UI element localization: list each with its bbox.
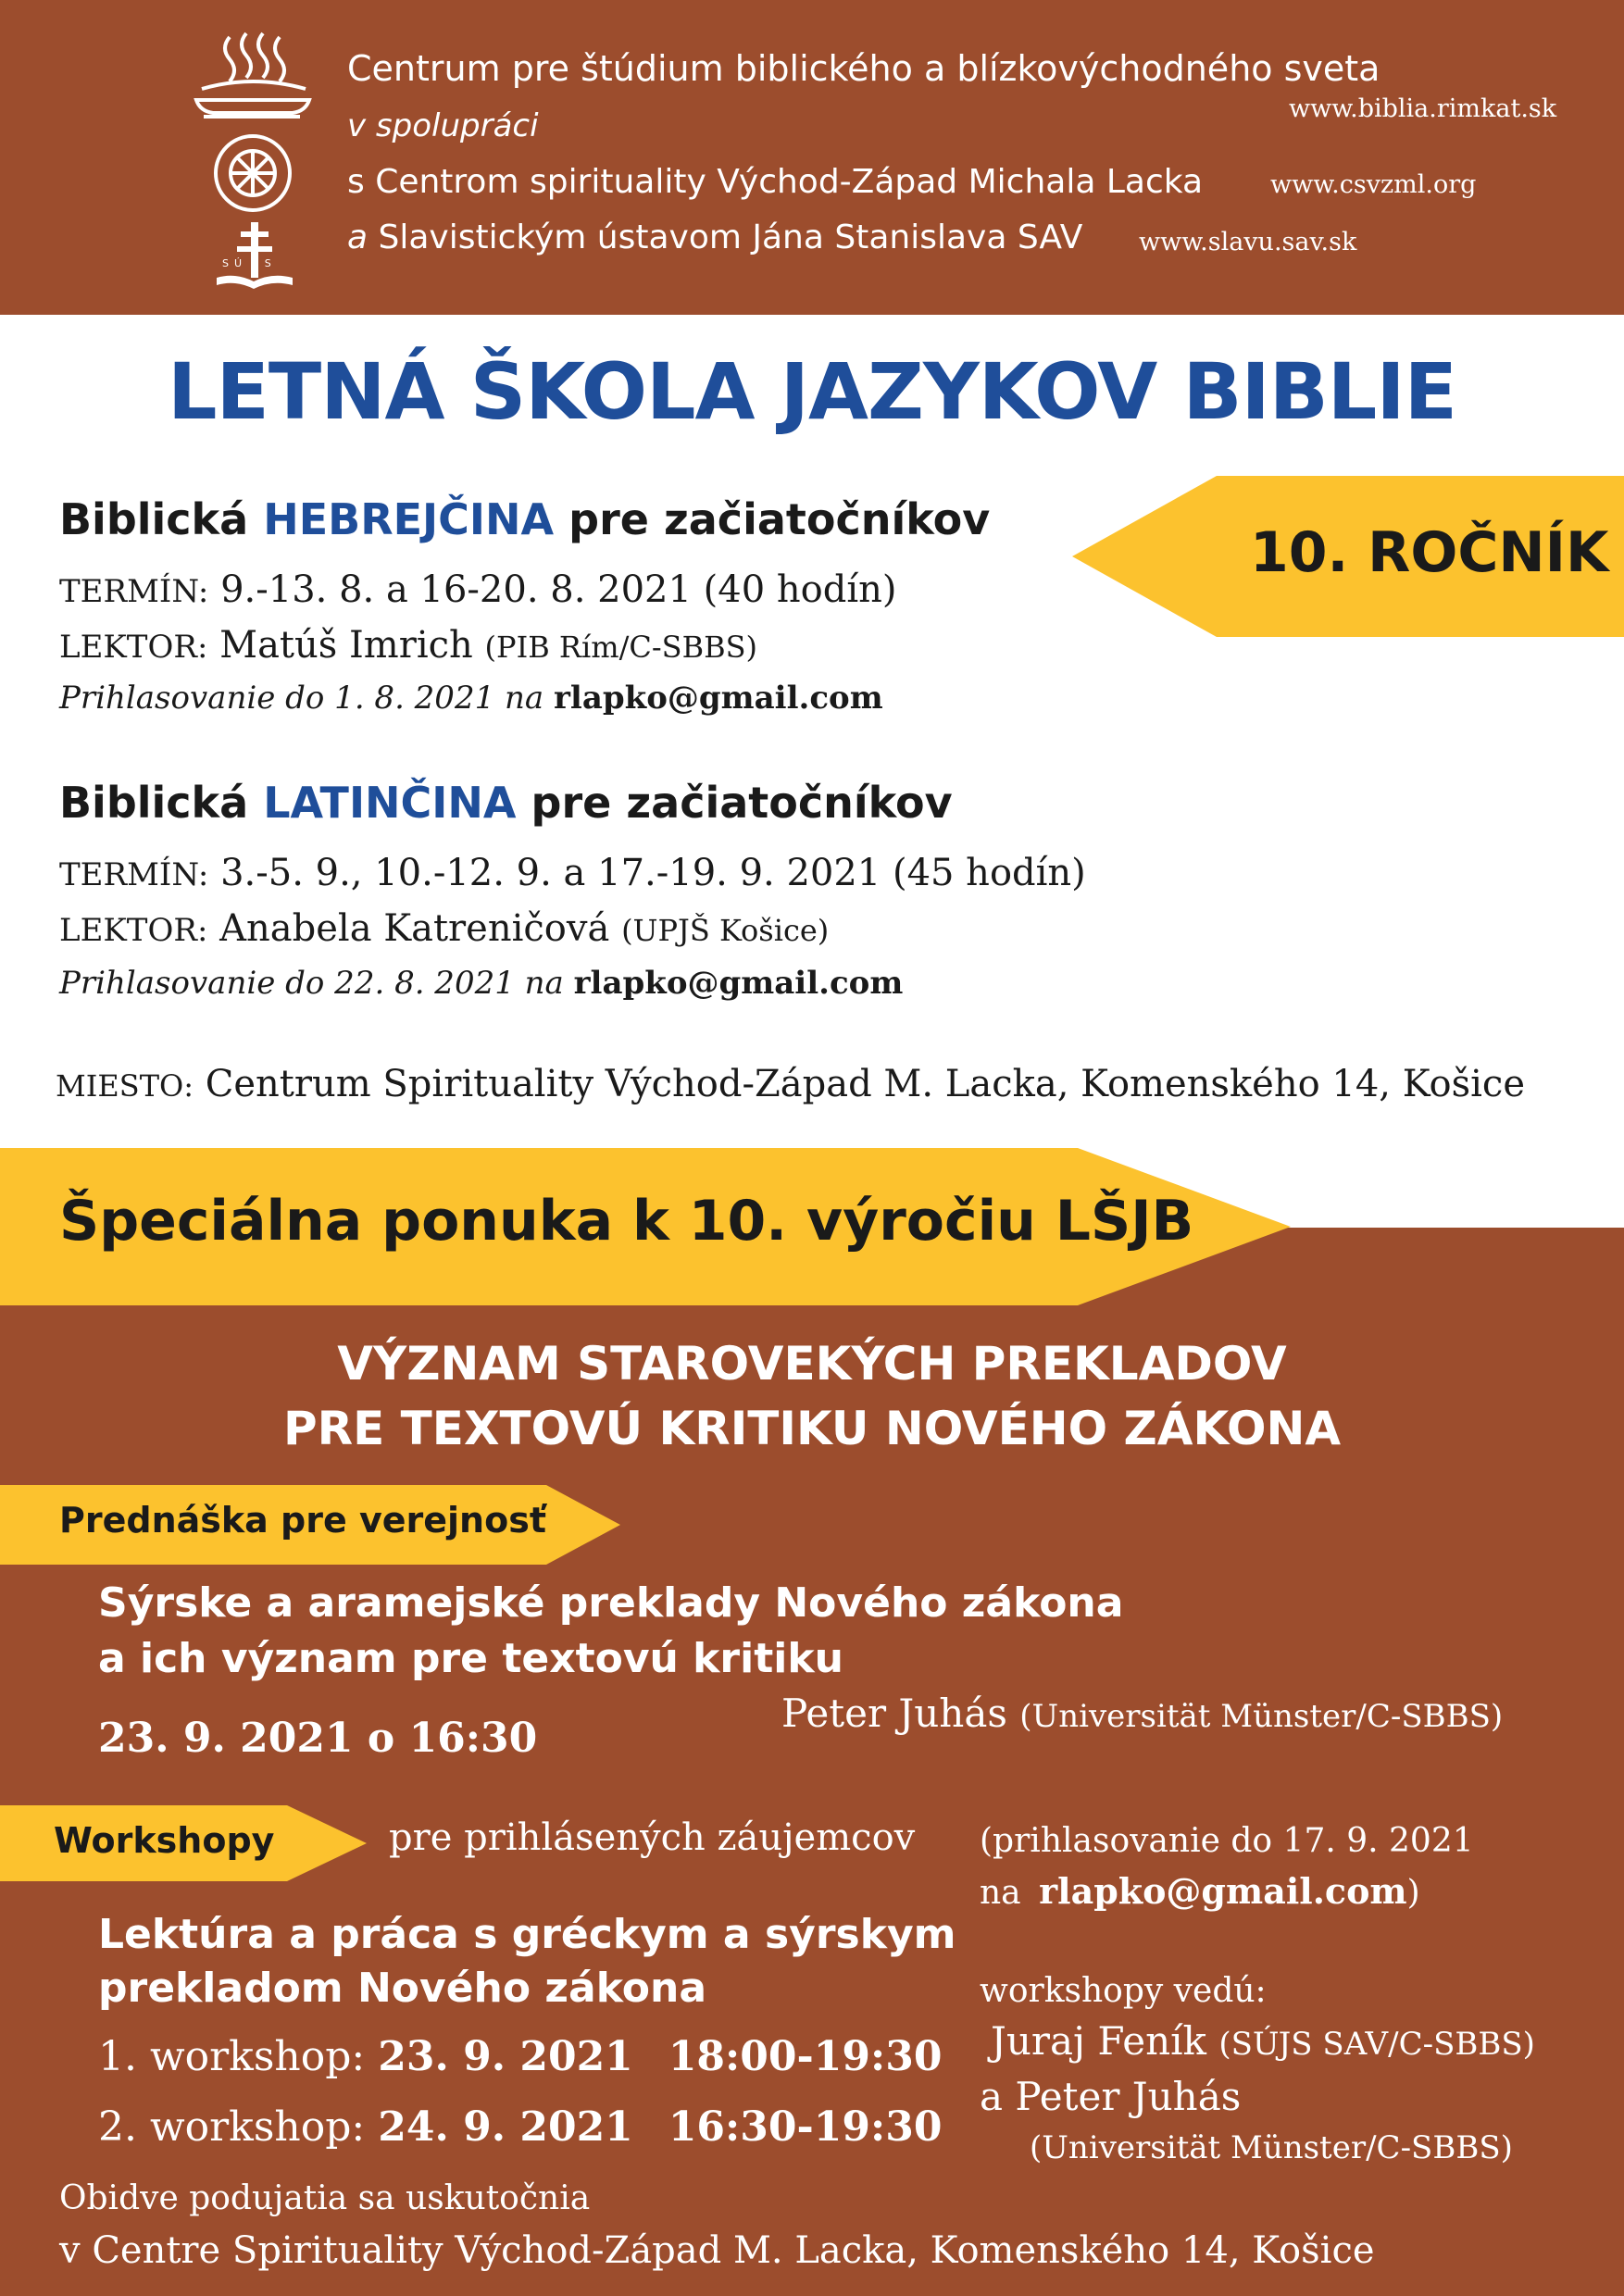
term-label: TERMÍN:	[59, 573, 209, 610]
venue	[56, 1063, 1525, 1105]
workshop-registration-suffix: )	[1406, 1874, 1420, 1912]
course-latin-title	[59, 778, 953, 828]
theme-line-2: PRE TEXTOVÚ KRITIKU NOVÉHO ZÁKONA	[282, 1402, 1342, 1455]
lector-label: LEKTOR:	[59, 629, 208, 666]
lecture-speaker-affiliation: (Universität Münster/C-SBBS)	[1019, 1698, 1504, 1735]
lector-name: Anabela Katreničová	[219, 907, 610, 950]
course-latin-lector	[59, 907, 829, 950]
lecture-tag: Prednáška pre verejnosť	[59, 1500, 546, 1541]
theme-line-1: VÝZNAM STAROVEKÝCH PREKLADOV	[337, 1337, 1287, 1391]
lector-affiliation: (PIB Rím/C-SBBS)	[484, 630, 757, 665]
workshop-leader-2: a Peter Juhás	[980, 2074, 1242, 2119]
workshop-leaders-label: workshopy vedú:	[980, 1972, 1267, 2010]
edition-badge: 10. ROČNÍK	[1250, 520, 1609, 585]
registration-text: Prihlasovanie do 1. 8. 2021 na	[59, 680, 544, 717]
course-hebrew-lector	[59, 624, 757, 667]
cooperation-label: v spolupráci	[347, 107, 539, 144]
workshop-item-2	[98, 2103, 942, 2151]
workshop-item-date: 24. 9. 2021	[378, 2103, 633, 2151]
workshop-title-line-2: prekladom Nového zákona	[98, 1965, 707, 2012]
course-latin-term	[59, 852, 1086, 894]
lector-affiliation: (UPJŠ Košice)	[621, 913, 830, 948]
workshop-audience-note: pre prihlásených záujemcov	[389, 1816, 916, 1859]
cross-book-icon	[213, 220, 296, 293]
lecture-speaker-name: Peter Juhás	[781, 1691, 1007, 1736]
course-hebrew-term	[59, 568, 896, 611]
partner-2-url[interactable]: www.slavu.sav.sk	[1139, 228, 1357, 256]
venue-value: Centrum Spirituality Východ-Západ M. Lacka, Komenského 14, Košice	[205, 1063, 1525, 1105]
workshop-item-1	[98, 2033, 942, 2080]
footer-line-2: v Centre Spirituality Východ-Západ M. Lacka, Komenského 14, Košice	[59, 2229, 1375, 2272]
lecture-title-line-1: Sýrske a aramejské preklady Nového zákona	[98, 1579, 1124, 1627]
workshop-leader-1	[991, 2018, 1535, 2064]
partner-1-url[interactable]: www.csvzml.org	[1270, 170, 1477, 199]
registration-email[interactable]: rlapko@gmail.com	[554, 680, 883, 717]
course-hebrew-prefix: Biblická	[59, 494, 249, 544]
workshop-leader-1-affiliation: (SÚJS SAV/C-SBBS)	[1218, 2026, 1535, 2063]
partner-1-name: s Centrom spirituality Východ-Západ Michala Lacka	[347, 163, 1204, 201]
registration-email[interactable]: rlapko@gmail.com	[573, 965, 904, 1002]
lector-label: LEKTOR:	[59, 912, 208, 949]
workshop-item-label: 1. workshop:	[98, 2033, 366, 2080]
footer-line-1: Obidve podujatia sa uskutočnia	[59, 2179, 591, 2217]
workshop-registration-email[interactable]: rlapko@gmail.com	[1039, 1870, 1407, 1912]
workshop-tag: Workshopy	[54, 1820, 275, 1861]
workshop-registration-line-1: (prihlasovanie do 17. 9. 2021	[980, 1822, 1474, 1860]
course-hebrew-registration	[59, 680, 883, 717]
course-latin-registration	[59, 965, 903, 1002]
lecture-speaker	[781, 1691, 1503, 1736]
course-hebrew-suffix: pre začiatočníkov	[568, 494, 991, 544]
workshop-registration-line-2	[980, 1870, 1420, 1912]
course-latin-suffix: pre začiatočníkov	[531, 778, 953, 828]
partner-2-prefix: a	[347, 218, 369, 256]
venue-label: MIESTO:	[56, 1068, 194, 1104]
workshop-item-date: 23. 9. 2021	[378, 2033, 633, 2080]
registration-text: Prihlasovanie do 22. 8. 2021 na	[59, 965, 564, 1002]
special-offer-title: Špeciálna ponuka k 10. výročiu LŠJB	[59, 1189, 1194, 1254]
course-latin-prefix: Biblická	[59, 778, 249, 828]
workshop-title-line-1: Lektúra a práca s gréckym a sýrskym	[98, 1911, 956, 1958]
term-label: TERMÍN:	[59, 856, 209, 893]
workshop-item-time: 16:30-19:30	[668, 2103, 943, 2151]
course-latin-language: LATINČINA	[263, 778, 517, 828]
page-title: LETNÁ ŠKOLA JAZYKOV BIBLIE	[168, 346, 1456, 437]
workshop-leader-1-name: Juraj Feník	[991, 2018, 1207, 2064]
partner-2-line	[347, 218, 1082, 256]
lecture-title-line-2: a ich význam pre textovú kritiku	[98, 1635, 843, 1682]
organizer-name: Centrum pre štúdium biblického a blízkovýchodného sveta	[347, 48, 1380, 89]
workshop-item-label: 2. workshop:	[98, 2103, 366, 2151]
partner-2-name: Slavistickým ústavom Jána Stanislava SAV	[378, 218, 1083, 256]
wheel-seal-icon	[211, 131, 294, 215]
steaming-cup-icon	[193, 28, 313, 125]
organizer-url[interactable]: www.biblia.rimkat.sk	[1289, 94, 1557, 123]
course-hebrew-title	[59, 494, 990, 544]
course-hebrew-language: HEBREJČINA	[263, 494, 555, 544]
lecture-datetime: 23. 9. 2021 o 16:30	[98, 1715, 538, 1762]
logo-text: SÚ JS	[222, 257, 277, 269]
workshop-leader-2-affiliation: (Universität Münster/C-SBBS)	[1030, 2129, 1513, 2166]
workshop-registration-prefix: na	[980, 1874, 1021, 1912]
workshop-item-time: 18:00-19:30	[668, 2033, 943, 2080]
term-value: 9.-13. 8. a 16-20. 8. 2021 (40 hodín)	[220, 568, 897, 611]
term-value: 3.-5. 9., 10.-12. 9. a 17.-19. 9. 2021 (45 hodín)	[220, 852, 1086, 894]
lector-name: Matúš Imrich	[219, 624, 473, 667]
